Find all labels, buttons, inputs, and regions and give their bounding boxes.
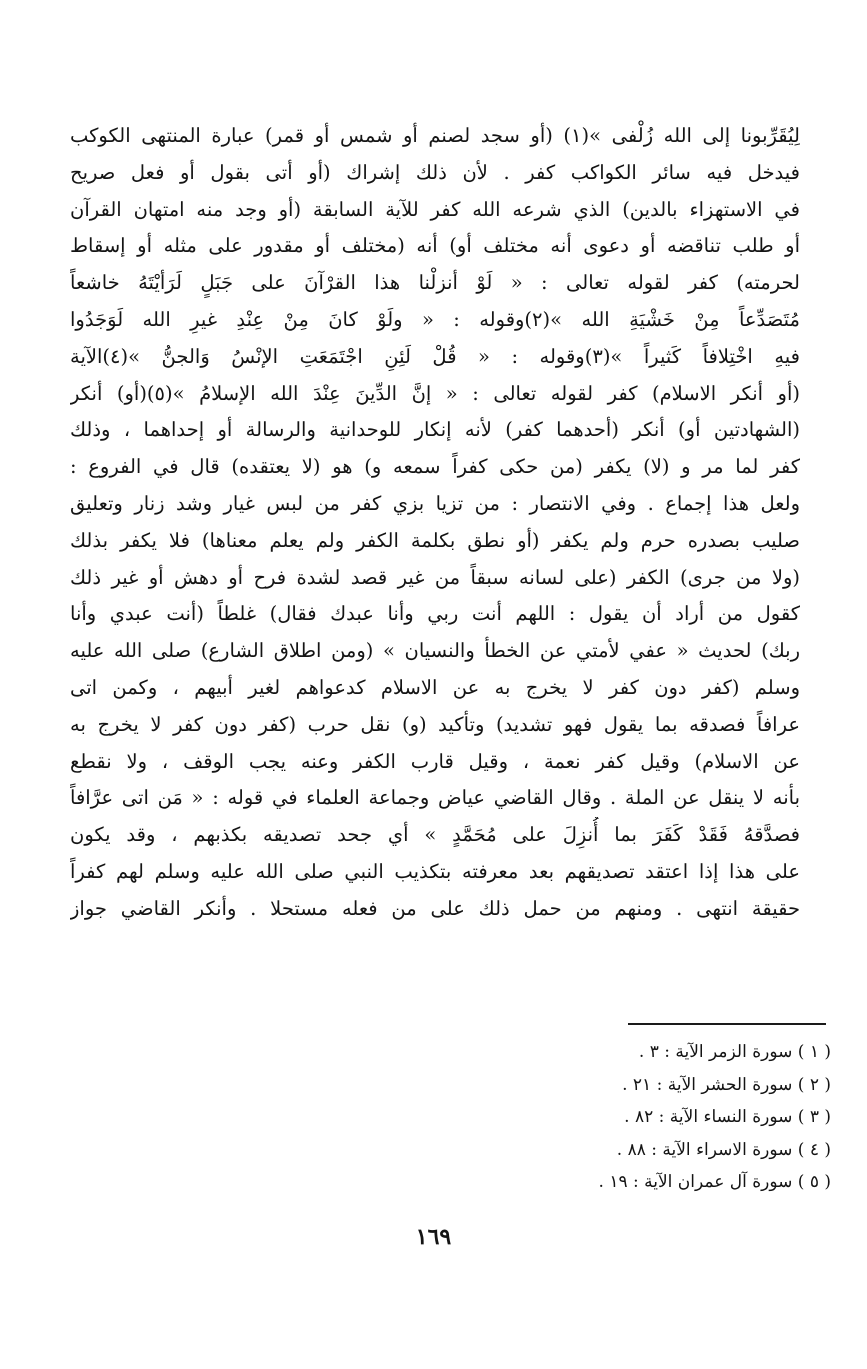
text-line: حقيقة انتهى . ومنهم من حمل ذلك على من فعله مستحلا . وأنكر القاضي جواز — [70, 896, 800, 920]
text-line: (أو أنكر الاسلام) كفر لقوله تعالى : « إنَّ الدِّينَ عِنْدَ الله الإسلامُ »(٥)(أو) أنكر — [70, 381, 800, 405]
text-line: صليب بصدره حرم ولم يكفر (أو نطق بكلمة الكفر ولم يعلم معناها) فلا يكفر بذلك — [70, 528, 800, 552]
text-line: فيهِ اخْتِلافاً كَثيراً »(٣)وقوله : « قُلْ لَئِنِ اجْتَمَعَتِ الإنْسُ وَالجنُّ »(٤)الآية — [70, 344, 800, 368]
footnotes — [411, 1036, 831, 1199]
text-line: (الشهادتين أو) أنكر (أحدهما كفر) لأنه إنكار للوحدانية والرسالة أو إحداهما ، وذلك — [70, 418, 800, 442]
footnote: ( ١ ) سورة الزمر الآية : ٣ . — [638, 1042, 831, 1062]
footnote: ( ٤ ) سورة الاسراء الآية : ٨٨ . — [616, 1139, 831, 1160]
text-line: أو طلب تناقضه أو دعوى أنه مختلف أو) أنه (مختلف أو مقدور على مثله أو إسقاط — [70, 234, 800, 258]
footnote: ( ٥ ) سورة آل عمران الآية : ١٩ . — [598, 1172, 831, 1192]
text-line: لِيُقَرِّبونا إلى الله زُلْفى »(١) (أو سجد لصنم أو شمس أو قمر) عبارة المنتهى الكوكب — [70, 124, 800, 147]
text-line: عن الاسلام) وقيل كفر نعمة ، وقيل قارب الكفر وعنه يجب الوقف ، ولا نقطع — [70, 749, 800, 773]
text-line: بأنه لا ينقل عن الملة . وقال القاضي عياض وجماعة العلماء في قوله : « مَن اتى عرَّافاً — [70, 786, 800, 810]
text-line: كفر لما مر و (لا) يكفر (من حكى كفراً سمعه و) هو (لا يعتقده) قال في الفروع : — [70, 455, 800, 479]
text-line: مُتَصَدِّعاً مِنْ خَشْيَةِ الله »(٢)وقوله : « ولَوْ كانَ مِنْ عِنْدِ غيرِ الله لَوَجَدُوا — [70, 307, 800, 331]
main-text — [70, 118, 800, 928]
text-line: ولعل هذا إجماع . وفي الانتصار : من تزيا بزي كفر من لبس غيار وشد زنار وتعليق — [70, 491, 800, 515]
text-line: فصدَّقهُ فَقَدْ كَفَرَ بما أُنزِلَ على مُحَمَّدٍ » أي جحد تصديقه بكذبهم ، وقد يكون — [70, 823, 800, 847]
footnote: ( ٣ ) سورة النساء الآية : ٨٢ . — [624, 1107, 831, 1127]
text-line: كقول من أراد أن يقول : اللهم أنت ربي وأنا عبدك فقال) غلطاً (أنت عبدي وأنا — [70, 602, 800, 626]
text-line: (ولا من جرى) الكفر (على لسانه سبقاً من غير قصد لشدة فرح أو دهش أو غير ذلك — [70, 565, 800, 589]
text-line: وسلم (كفر دون كفر لا يخرج به عن الاسلام كدعواهم لغير أبيهم ، وكمن اتى — [70, 675, 800, 699]
footnote-separator — [628, 1023, 826, 1025]
text-line: ربك) لحديث « عفي لأمتي عن الخطأ والنسيان » (ومن اطلاق الشارع) صلى الله عليه — [70, 639, 800, 663]
text-line: عرافاً فصدقه بما يقول فهو تشديد) وتأكيد (و) نقل حرب (كفر دون كفر لا يخرج به — [70, 712, 800, 736]
text-line: على هذا إذا اعتقد تصديقهم بعد معرفته بتكذيب النبي صلى الله عليه وسلم لهم كفراً — [70, 859, 800, 883]
footnote: ( ٢ ) سورة الحشر الآية : ٢١ . — [622, 1074, 831, 1095]
text-line: لحرمته) كفر لقوله تعالى : « لَوْ أنزلْنا هذا القرْآنَ على جَبَلٍ لَرَأيْتَهُ خاشعاً — [70, 271, 800, 295]
page-number: ١٦٩ — [415, 1224, 452, 1250]
text-line: في الاستهزاء بالدين) الذي شرعه الله كفر للآية السابقة (أو وجد منه امتهان القرآن — [70, 197, 800, 221]
text-line: فيدخل فيه سائر الكواكب كفر . لأن ذلك إشراك (أو أتى بقول أو فعل صريح — [70, 160, 800, 184]
